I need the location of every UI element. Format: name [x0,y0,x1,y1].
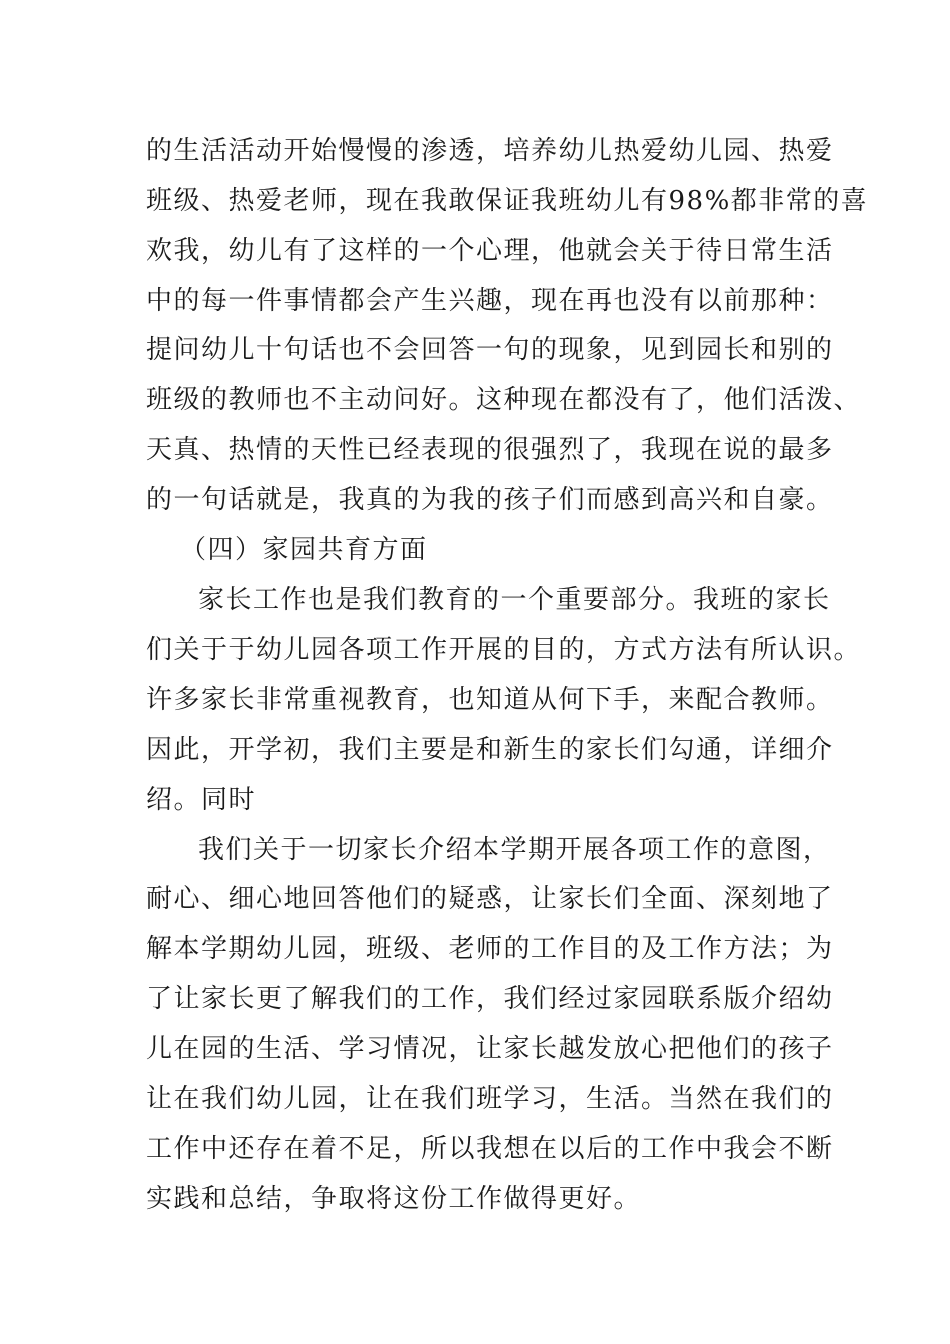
text-line-8: 的一句话就是，我真的为我的孩子们而感到高兴和自豪。 [146,485,834,515]
text-line-6: 班级的教师也不主动问好。这种现在都没有了，他们活泼、 [146,385,862,415]
text-line-2: 班级、热爱老师，现在我敢保证我班幼儿有98%都非常的喜 [146,186,869,216]
text-line-19: 儿在园的生活、学习情况，让家长越发放心把他们的孩子 [146,1034,834,1064]
text-line-12: 许多家长非常重视教育，也知道从何下手，来配合教师。 [146,685,834,715]
text-line-17: 解本学期幼儿园，班级、老师的工作目的及工作方法；为 [146,934,834,964]
text-line-10: 家长工作也是我们教育的一个重要部分。我班的家长 [198,585,831,615]
text-line-1: 的生活活动开始慢慢的渗透，培养幼儿热爱幼儿园、热爱 [146,136,834,166]
text-line-4: 中的每一件事情都会产生兴趣，现在再也没有以前那种： [146,286,834,316]
text-line-20: 让在我们幼儿园，让在我们班学习，生活。当然在我们的 [146,1084,834,1114]
text-line-13: 因此，开学初，我们主要是和新生的家长们勾通，详细介 [146,735,834,765]
text-line-7: 天真、热情的天性已经表现的很强烈了，我现在说的最多 [146,435,834,465]
text-line-18: 了让家长更了解我们的工作，我们经过家园联系版介绍幼 [146,984,834,1014]
text-line-15: 我们关于一切家长介绍本学期开展各项工作的意图， [198,835,831,865]
text-line-21: 工作中还存在着不足，所以我想在以后的工作中我会不断 [146,1134,834,1164]
text-line-16: 耐心、细心地回答他们的疑惑，让家长们全面、深刻地了 [146,884,834,914]
text-line-22: 实践和总结，争取将这份工作做得更好。 [146,1184,642,1214]
text-line-14: 绍。同时 [146,785,257,815]
text-line-3: 欢我，幼儿有了这样的一个心理，他就会关于待日常生活 [146,236,834,266]
text-line-11: 们关于于幼儿园各项工作开展的目的，方式方法有所认识。 [146,635,862,665]
section-heading: （四）家园共育方面 [180,535,428,565]
text-line-5: 提问幼儿十句话也不会回答一句的现象，见到园长和别的 [146,335,834,365]
